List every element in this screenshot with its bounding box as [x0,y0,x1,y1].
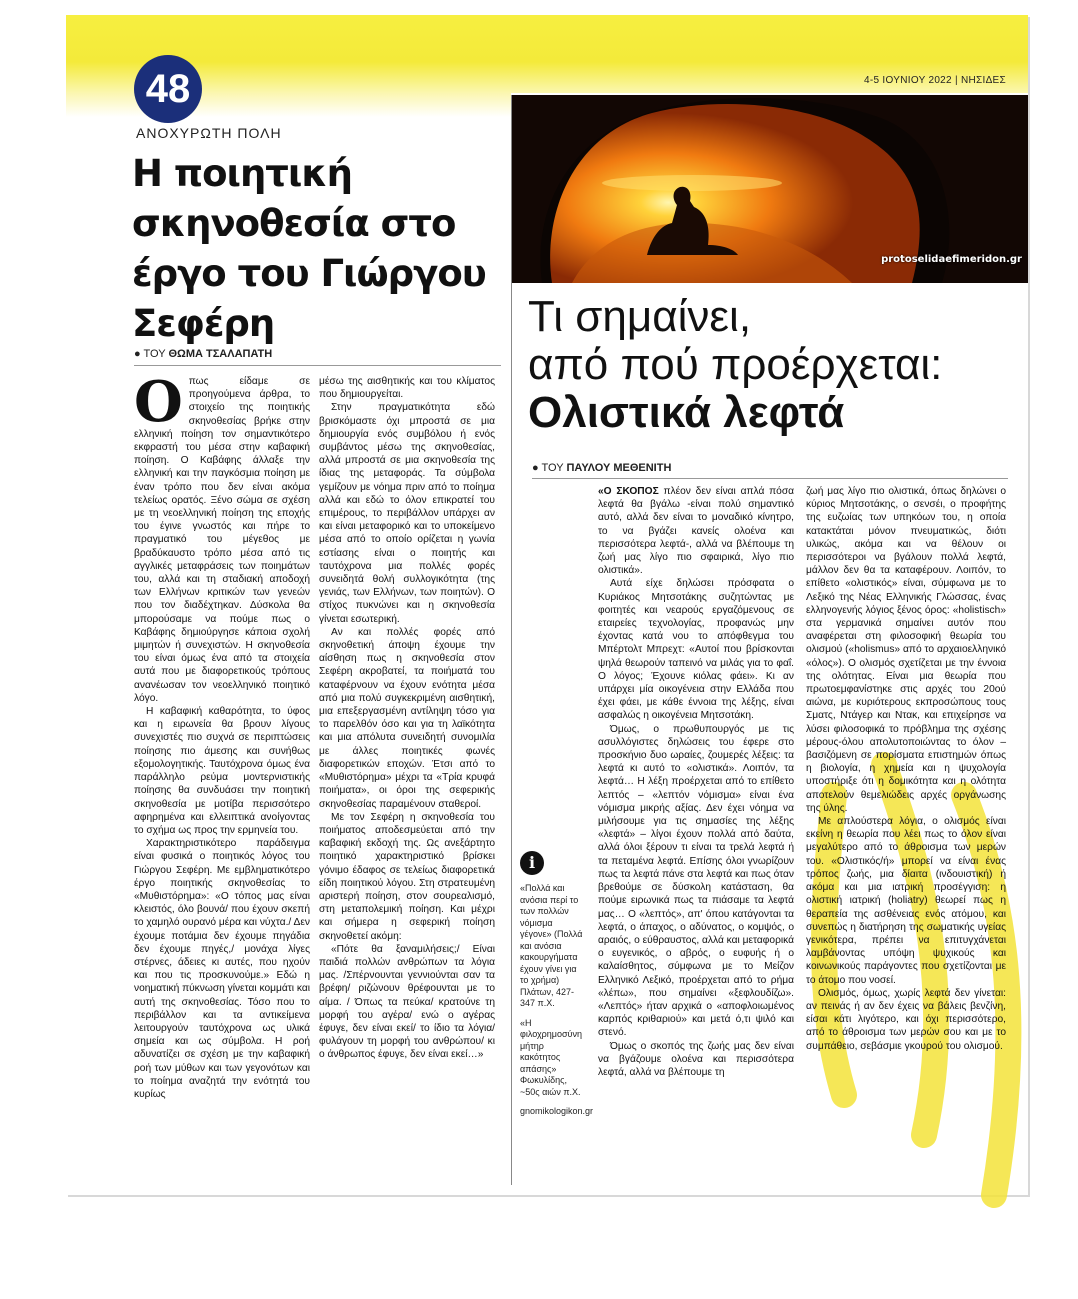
title-line: Τι σημαίνει, [528,292,752,341]
sidebar-source: gnomikologikon.gr [520,1106,594,1116]
byline-author: ΘΩΜΑ ΤΣΑΛΑΠΑΤΗ [168,348,273,360]
sidebar-quote: «Πολλά και ανόσια περί το των πολλών νόμισμα γέγονε» (Πολλά και ανόσια κακουργήματα έχουν γίνει για το χρήμα) Πλάτων, 427-347 π.Χ. [520,883,583,1008]
article2-column-2 [806,485,1006,1175]
paragraph [598,485,794,577]
paragraph: ζωή μας λίγο πιο ολιστικά, όπως δηλώνει ο κύριος Μητσοτάκης, ο σενσέι, ο προφήτης της ευζωίας των υπηκόων του, η οποία κατακτάται μόνον πνευματικώς, διότι υλικώς, ακόμα και να θέλουν οι περισσότεροι να βγάλουν πολλά λεφτά, μάλλον δεν θα τα καταφέρουν. Λοιπόν, το επίθετο «ολιστικός» είναι, σύμφωνα με το Λεξικό της Νέας Ελληνικής Γλώσσας, ένας ελληνογενής λόγιος ξένος όρος: «holistisch» στα γερμανικά σημαίνει αυτόν που αναφέρεται στη φιλοσοφική θεωρία του ολισμού («holismus» από το αρχαιοελληνικό «όλος»). Ο ολισμός σχετίζεται με την έννοια της ολότητας. Είναι μια θεωρία που πρωτοεμφανίστηκε στις αρχές του 20ού αιώνα, με κυριότερους εκπροσώπους τους Σματς, Ντάγερ και Ντακ, και επιχείρησε να λύσει φιλοσοφικά το πρόβλημα της σχέσης μέρους-όλου απολυτοποιώντας το όλον – βασιζόμενη σε πορίσματα επιστημών όπως η βιολογία, η χημεία και η ψυχολογία υποστήριξε ότι η δομικότητα και η ολότητα αποτελούν θεμελιώδεις αρχές οργάνωσης της ύλης. [806,486,1006,814]
paragraph-text: πλέον δεν είναι απλά πόσα λεφτά θα βγάλω -είναι πολύ σημαντικό αυτό, αλλά δεν είναι το μοναδικό κίνητρο, το να βγάζει κανείς ολοένα και περισσότερα λεφτά-, αλλά να βλέπουμε τη ζωή μας λίγο πιο σφαιρικά, λίγο πιο ολιστικά». [598,486,794,577]
yellow-fade-band [66,93,511,117]
photo-watermark: protoselidaefimeridon.gr [881,254,1022,265]
paragraph: Με τον Σεφέρη η σκηνοθεσία του ποιήματος αποδεσμεύεται από την καβαφική εκδοχή της. Ως ανεξάρτητο ποιητικό χαρακτηριστικό βρίσκει γόνιμο έδαφος σε τελείως διαφορετικά είδη ποιητικού λόγου. Στη στρατευμένη αριστερή ποίηση, στον σουρεαλισμό, στη μεταπολεμική ποίηση. Και μέχρι και σήμερα η σεφερική ποίηση σκηνοθετεί ακόμη: [319,811,495,942]
byline-prefix: ● ΤΟΥ [134,348,166,360]
paragraph [134,369,310,705]
paragraph: Όμως ο σκοπός της ζωής μας δεν είναι να βγάζουμε ολοένα και περισσότερα λεφτά, αλλά να βλέπουμε τη [598,1040,794,1078]
byline-rule [134,365,501,366]
title-line-bold: Ολιστικά λεφτά [528,388,845,437]
paragraph: Αν και πολλές φορές από σκηνοθετική άποψη έχουμε την αίσθηση πως η σκηνοθεσία στον Σεφέρη ακροβατεί, τα ποιήματά του καταφέρνουν να έχουν ενότητα μέσα από μια πολύ συγκεκριμένη αισθητική, μια επεξεργασμένη αντίληψη τόσο για το παρελθόν όσο και για τη λαϊκότητα και μια απόλυτα συνειδητή συνομιλία με άλλες ποιητικές φωνές διαφορετικών εποχών. Έτσι από το «Μυθιστόρημα» μέχρι τα «Τρία κρυφά ποιήματα», οι όροι της σεφερικής σκηνοθεσίας παραμένουν σταθεροί. [319,626,495,810]
sidebar-quote: «Η φιλοχρημοσύνη μήτηρ κακότητος απάσης» Φωκυλίδης, ~50ς αιών π.Χ. [520,1017,582,1097]
paragraph: μέσω της αισθητικής και του κλίματος που δημιουργείται. [319,376,495,401]
meditation-sunset-photo [512,95,1028,283]
newspaper-page [66,15,1028,1195]
lead-in: «Ο ΣΚΟΠΟΣ [598,486,659,497]
article1-kicker: ΑΝΟΧΥΡΩΤΗ ΠΟΛΗ [136,125,282,141]
paragraph: Αυτά είχε δηλώσει πρόσφατα ο Κυριάκος Μητσοτάκης συζητώντας με φοιτητές και νεαρούς εργαζόμενους σε εταιρείες τεχνολογίας, προφανώς μην έχοντας κατά νου το απόφθεγμα του Μπέρτολτ Μπρεχτ: «Αυτοί που βρίσκονται ψηλά θεωρούν ταπεινό να μιλάς για το φαΐ. Ο λόγος; Έχουνε κιόλας φάει». Κι αν υπάρχει μία οικογένεια στην Ελλάδα που έχει φάει, με κάθε έννοια της λέξης, είναι ασφαλώς η οικογένεια Μητσοτάκη. [598,578,794,722]
article1-column-2 [319,375,495,1155]
paragraph: Η καβαφική καθαρότητα, το ύφος και η ειρωνεία θα βρουν λίγους συνεχιστές πιο συχνά σε περιπτώσεις ποίησης πιο άμεσης και συνήθως εξομολογητικής. Ταυτόχρονα όμως ένα παράλληλο ρεύμα μοντερνιστικής ποίησης θα συνδυάσει την ποιητική σκηνοθεσία με μοτίβα περισσότερο αφηρημένα και ελλειπτικά ανοίγοντας το σχήμα ως προς την ερμηνεία του. [134,706,310,836]
paragraph: Χαρακτηριστικότερο παράδειγμα είναι φυσικά ο ποιητικός λόγος του Γιώργου Σεφέρη. Με εμβληματικότερο έργο ποιητικής σκηνοθεσίας το «Μυθιστόρημα»: «Ο τόπος μας είναι κλειστός, όλο βουνά/ που έχουν σκεπή το χαμηλό ουρανό μέρα και νύχτα./ Δεν έχουμε ποτάμια δεν έχουμε πηγάδια δεν έχουμε πηγές,/ μονάχα λίγες στέρνες, άδειες κι αυτές, που ηχούν και που τις προσκυνούμε.» Εδώ η νοηματική πύκνωση γίνεται κομμάτι και αυτή της σκηνοθεσίας. Τόσο που το περιβάλλον και τα αντικείμενα λειτουργούν ταυτόχρονα ως υλικά σημεία και ως σύμβολα. Η ροή αδυνατίζει σε σχέση με την καβαφική ροή των μύθων και των γεγονότων και το ποίημα αναζητά την ενότητά του κυρίως [134,838,310,1100]
article2-byline [532,462,671,474]
article2-title [528,293,1008,437]
dateline: 4-5 ΙΟΥΝΙΟΥ 2022 | ΝΗΣΙΔΕΣ [864,75,1006,86]
byline-author: ΠΑΥΛΟΥ ΜΕΘΕΝΙΤΗ [566,462,672,474]
paragraph: Όμως, ο πρωθυπουργός με τις ασυλλόγιστες δηλώσεις του έφερε στο προσκήνιο δυο ωραίες, ζουμερές λέξεις: τα λεφτά κι αυτό το «ολιστικά». Λοιπόν, τα λεφτά… Η λέξη προέρχεται από το επίθετο λεπτός – «λεπτόν νόμισμα» είναι ένα νόμισμα μικρής αξίας. Δεν έχει νόημα να μιλήσουμε για τις σημασίες της λέξης «λεφτά» – λίγοι έχουν πολλά από δαύτα, αλλά όλοι ξέρουν τι είναι τα τρελά λεφτά ή τα πεταμένα λεφτά. Επίσης όλοι γνωρίζουν πως τα λεφτά πάνε στα λεφτά και πως όταν βρεθούμε σε δύσκολη κατάσταση, θα πούμε ειρωνικά πως τα πιάσαμε τα λεφτά μας… Ο «λεπτός», απ' όπου κατάγονται τα λεφτά, ο άπαχος, ο αδύνατος, ο κομψός, ο αραιός, ο εύθραυστος, αλλά και μεταφορικά ο ευγενικός, ο αβρός, ο ευφυής ή ο καλαίσθητος, σύμφωνα με το Μείζον Ελληνικό Λεξικό, προέρχεται από το ρήμα «λέπω», που σημαίνει «ξεφλουδίζω». «Λεπτός» ήταν αρχικά ο «αποφλοιωμένος καρπός κριθαριού» και μετά ό,τι ψιλό και στενό. [598,723,794,1039]
article1-headline: Η ποιητική σκηνοθεσία στο έργο του Γιώργου Σεφέρη [132,152,486,345]
paragraph: Με απλούστερα λόγια, ο ολισμός είναι εκείνη η θεωρία που λέει πως το όλον είναι μεγαλύτερο από το άθροισμα των μερών του. «Ολιστικός/ή» μπορεί να είναι ένας τρόπος ζωής, μια δίαιτα (ινδουιστική) ή ακόμα και μια ιατρική προσέγγιση: η ολιστική ιατρική (holiatry) θεωρεί πως η θεραπεία της ασθένειας ενός ατόμου, και συνεπώς η διατήρηση της σωματικής υγείας γενικότερα, πρέπει να επιτυγχάνεται λαμβάνοντας υπόψη ψυχικούς και κοινωνικούς παράγοντες που σχετίζονται με το άτομο που νοσεί. [806,816,1006,986]
paragraph: Στην πραγματικότητα εδώ βρισκόμαστε όχι μπροστά σε μια δημιουργία ενός συμβόλου ή ενός συμβάντος μέσω της σκηνοθεσίας, αλλά μπροστά σε μια σκηνοθεσία της ίδιας της μεταφοράς. Τα σύμβολα γεμίζουν με νόημα πριν από το ποίημα αλλά και εδώ το όλον επικρατεί του επιμέρους, το περιβάλλον υπάρχει αν και είναι μεταφορικό και το υποκείμενο μέσα από το οποίο ορίζεται η γωνία εστίασης είναι ο ποιητής και ταυτόχρονα μια πολλές φορές συνειδητά θολή συλλογικότητα (της γενιάς, των Ελλήνων, των ποιητών). Ο στίχος πυκνώνει και η σκηνοθεσία γίνεται εσωτερική. [319,402,495,625]
article2-column-1 [598,485,794,1175]
article1-column-1 [134,369,310,1155]
info-icon: i [520,851,544,875]
drop-cap: Ο [134,369,183,435]
page-number-badge: 48 [134,55,202,123]
byline-prefix: ● ΤΟΥ [532,462,564,474]
paragraph: «Πότε θα ξαναμιλήσεις;/ Είναι παιδιά πολλών ανθρώπων τα λόγια μας. /Σπέρνουνται γεννιούνται σαν τα βρέφη/ ριζώνουν θρέφουνται με το αίμα. / Όπως τα πεύκα/ κρατούνε τη μορφή του αγέρα/ ενώ ο αγέρας έφυγε, δεν είναι εκεί/ το ίδιο τα λόγια/ φυλάγουν τη μορφή του ανθρώπου/ κι ο άνθρωπος έφυγε, δεν είναι εκεί…» [319,943,495,1061]
paragraph: Ολισμός, όμως, χωρίς λεφτά δεν γίνεται: αν πεινάς ή αν δεν έχεις να βάλεις βενζίνη, είσαι κάτι λιγότερο, και όχι περισσότερο, από το άθροισμα των μερών σου και με το συμπάθειο, σεβάσμιε γκουρού του ολισμού. [806,987,1006,1052]
article1-byline [134,348,272,360]
quotes-sidebar [520,851,594,1126]
title-line: από πού προέρχεται: [528,340,943,389]
byline-rule [532,478,1008,479]
paragraph-text: πως είδαμε σε προηγούμενα άρθρα, το στοιχείο της ποιητικής σκηνοθεσίας βρήκε στην ελληνική ποίηση τον σημαντικότερο εκφραστή του μέσα στην καβαφική ποίηση. Ο Καβάφης άλλαξε την ελληνική και την παγκόσμια ποίηση με έναν τρόπο που δεν είναι ακόμα τελείως ορατός. Ξένο σώμα σε σχέση με τη νεοελληνική ποίηση της εποχής του έγινε γνωστός και πήρε το πραγματικό του μέγεθος με βραδύκαυστο τρόπο μέσα από τις αγγλικές μεταφράσεις των ποιημάτων του, αλλά και τη σταδιακή αποδοχή των Ελλήνων κριτικών των γενεών που τον διαδέχτηκαν. Δύσκολα θα μπορούσαμε να πούμε πως ο Καβάφης δημιούργησε κάποια σχολή μιμητών ή συνεχιστών. Η σκηνοθεσία του είναι όμως ένα από τα στοιχεία αυτά που με διαφορετικούς τρόπους ανανέωσαν τον νεοελληνικό ποιητικό λόγο. [134,376,310,704]
